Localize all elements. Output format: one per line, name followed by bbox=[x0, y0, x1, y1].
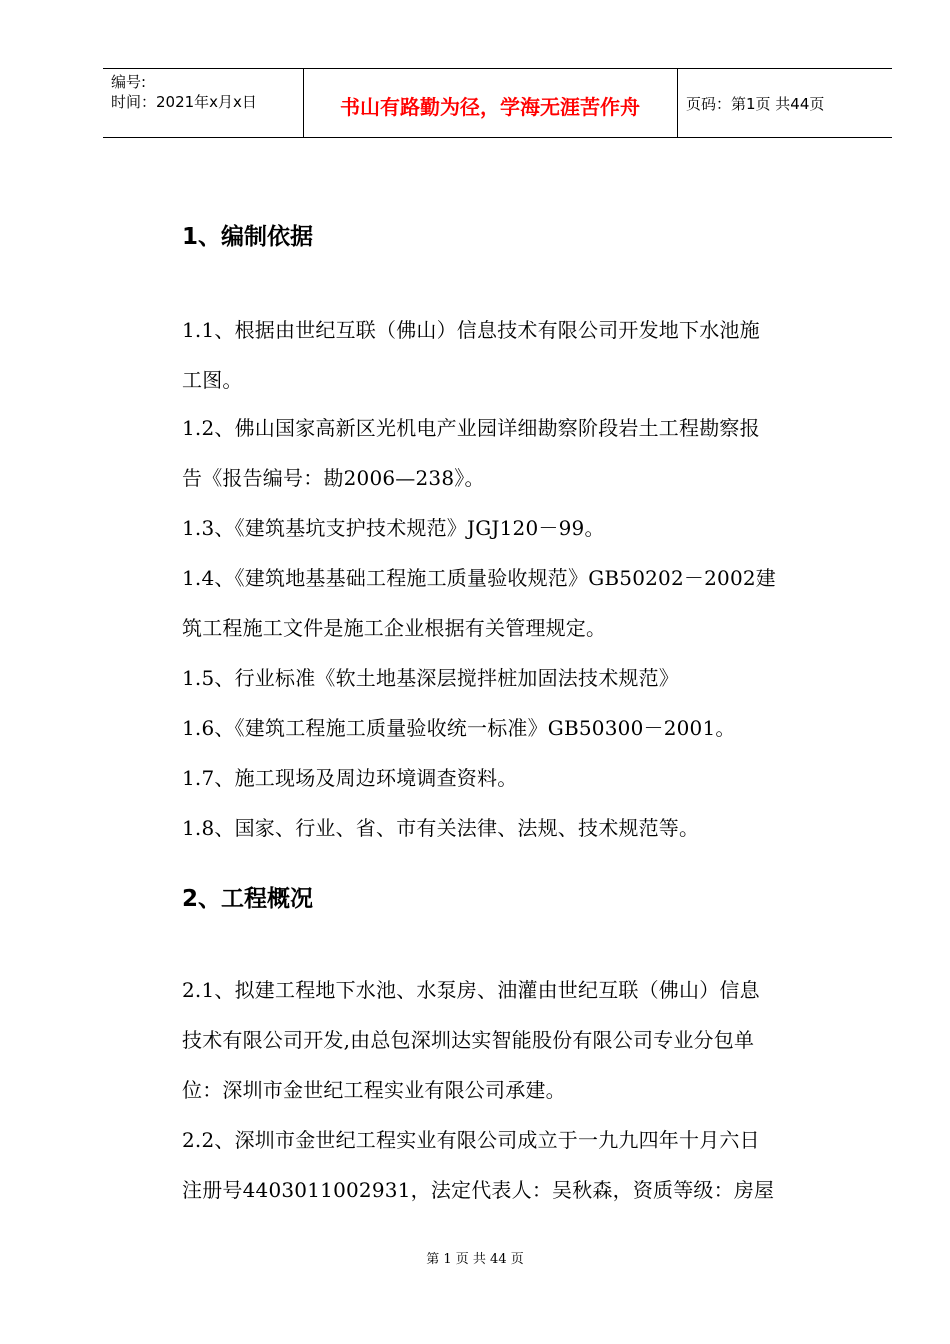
paragraph-line: 1.6、《建筑工程施工质量验收统一标准》GB50300－2001。 bbox=[182, 716, 736, 740]
paragraph-line: 1.4、《建筑地基基础工程施工质量验收规范》GB50202－2002建 bbox=[182, 566, 777, 590]
header-left-cell bbox=[103, 69, 304, 137]
paragraph-line: 2.1、拟建工程地下水池、水泵房、油灌由世纪互联（佛山）信息 bbox=[182, 978, 760, 1002]
header-motto: 书山有路勤为径，学海无涯苦作舟 bbox=[340, 95, 640, 119]
doc-code-label: 编号: bbox=[111, 73, 147, 91]
paragraph-line: 2.2、深圳市金世纪工程实业有限公司成立于一九九四年十月六日 bbox=[182, 1128, 760, 1152]
paragraph-line: 1.7、施工现场及周边环境调查资料。 bbox=[182, 766, 518, 790]
page-header bbox=[103, 68, 892, 138]
paragraph-line: 注册号4403011002931，法定代表人：吴秋森，资质等级：房屋 bbox=[182, 1178, 775, 1202]
header-right-cell bbox=[678, 69, 892, 137]
paragraph-line: 工图。 bbox=[182, 368, 243, 392]
header-page-info: 页码：第1页 共44页 bbox=[686, 95, 825, 113]
paragraph-line: 1.8、国家、行业、省、市有关法律、法规、技术规范等。 bbox=[182, 816, 700, 840]
page-footer: 第 1 页 共 44 页 bbox=[426, 1252, 524, 1267]
paragraph-line: 技术有限公司开发,由总包深圳达实智能股份有限公司专业分包单 bbox=[182, 1028, 755, 1052]
doc-time: 时间：2021年x月x日 bbox=[111, 93, 257, 111]
paragraph-line: 1.5、行业标准《软土地基深层搅拌桩加固法技术规范》 bbox=[182, 666, 680, 690]
paragraph-line: 筑工程施工文件是施工企业根据有关管理规定。 bbox=[182, 616, 607, 640]
header-middle-cell bbox=[303, 69, 678, 137]
paragraph-line: 告《报告编号：勘2006—238》。 bbox=[182, 466, 485, 490]
section-2-title: 2、工程概况 bbox=[182, 886, 314, 912]
paragraph-line: 1.2、佛山国家高新区光机电产业园详细勘察阶段岩土工程勘察报 bbox=[182, 416, 760, 440]
section-1-title: 1、编制依据 bbox=[182, 224, 314, 250]
paragraph-line: 1.1、根据由世纪互联（佛山）信息技术有限公司开发地下水池施 bbox=[182, 318, 760, 342]
paragraph-line: 1.3、《建筑基坑支护技术规范》JGJ120－99。 bbox=[182, 516, 605, 540]
paragraph-line: 位：深圳市金世纪工程实业有限公司承建。 bbox=[182, 1078, 566, 1102]
